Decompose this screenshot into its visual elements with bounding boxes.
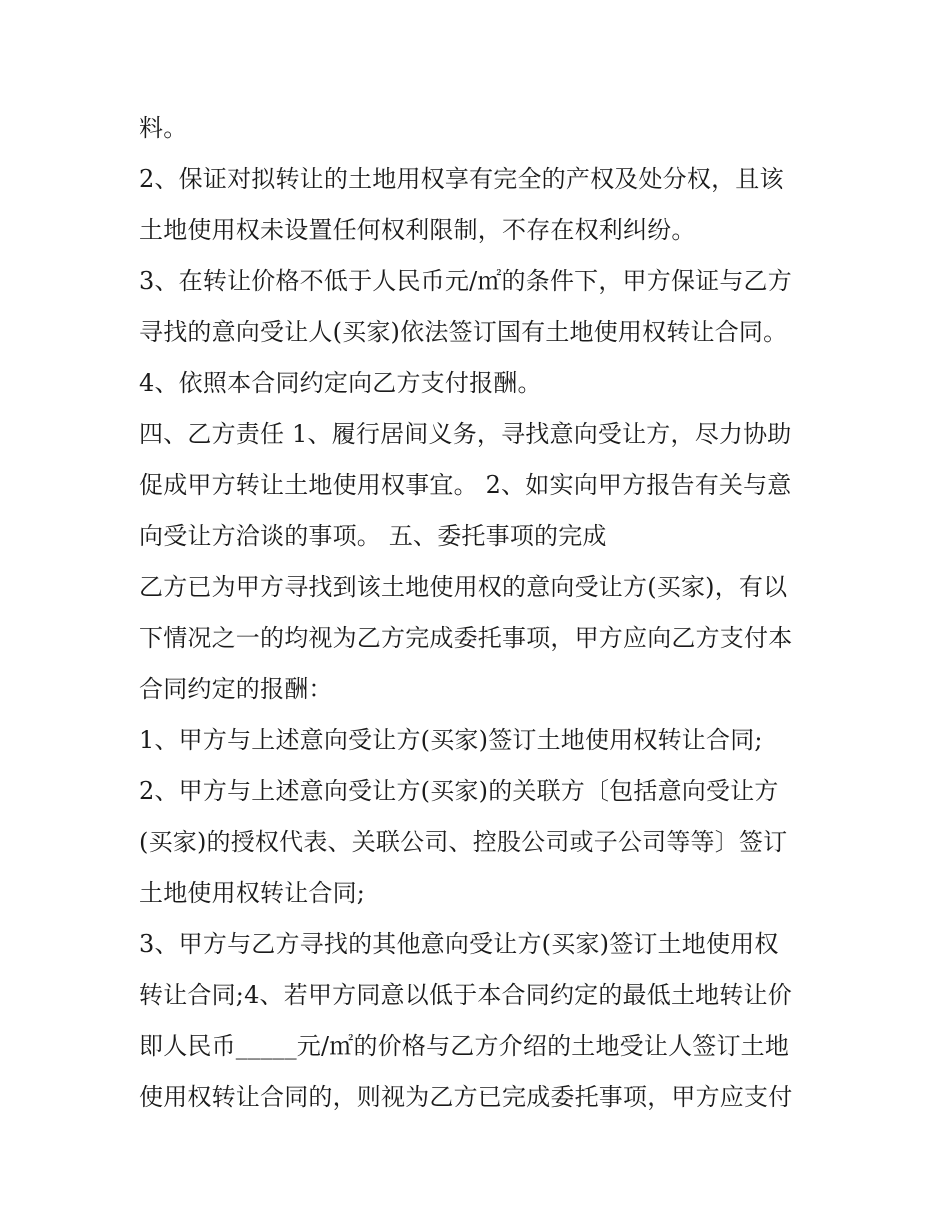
text-line-7: 四、乙方责任 1、履行居间义务，寻找意向受让方，尽力协助 <box>139 420 792 448</box>
text-line-10: 乙方已为甲方寻找到该土地使用权的意向受让方(买家)，有以 <box>139 573 788 601</box>
text-line-8: 促成甲方转让土地使用权事宜。 2、如实向甲方报告有关与意 <box>139 471 792 499</box>
text-line-5: 寻找的意向受让人(买家)依法签订国有土地使用权转让合同。 <box>139 318 788 346</box>
text-line-20: 使用权转让合同的，则视为乙方已完成委托事项，甲方应支付 <box>139 1083 793 1111</box>
text-line-11: 下情况之一的均视为乙方完成委托事项，甲方应向乙方支付本 <box>139 624 793 652</box>
text-line-3: 土地使用权未设置任何权利限制，不存在权利纠纷。 <box>139 216 696 244</box>
text-line-18: 转让合同;4、若甲方同意以低于本合同约定的最低土地转让价 <box>139 981 792 1009</box>
text-line-1: 料。 <box>139 114 188 142</box>
text-line-19: 即人民币_____元/㎡的价格与乙方介绍的土地受让人签订土地 <box>139 1032 790 1060</box>
text-line-14: 2、甲方与上述意向受让方(买家)的关联方〔包括意向受让方 <box>139 777 779 805</box>
text-line-6: 4、依照本合同约定向乙方支付报酬。 <box>139 369 542 397</box>
text-line-16: 土地使用权转让合同; <box>139 879 366 907</box>
text-line-15: (买家)的授权代表、关联公司、控股公司或子公司等等〕签订 <box>139 828 788 856</box>
text-line-12: 合同约定的报酬： <box>139 675 333 703</box>
text-line-2: 2、保证对拟转让的土地用权享有完全的产权及处分权，且该 <box>139 165 784 193</box>
text-line-17: 3、甲方与乙方寻找的其他意向受让方(买家)签订土地使用权 <box>139 930 779 958</box>
text-line-4: 3、在转让价格不低于人民币元/㎡的条件下，甲方保证与乙方 <box>139 267 792 295</box>
text-line-13: 1、甲方与上述意向受让方(买家)签订土地使用权转让合同; <box>139 726 763 754</box>
text-line-9: 向受让方洽谈的事项。 五、委托事项的完成 <box>139 522 607 550</box>
